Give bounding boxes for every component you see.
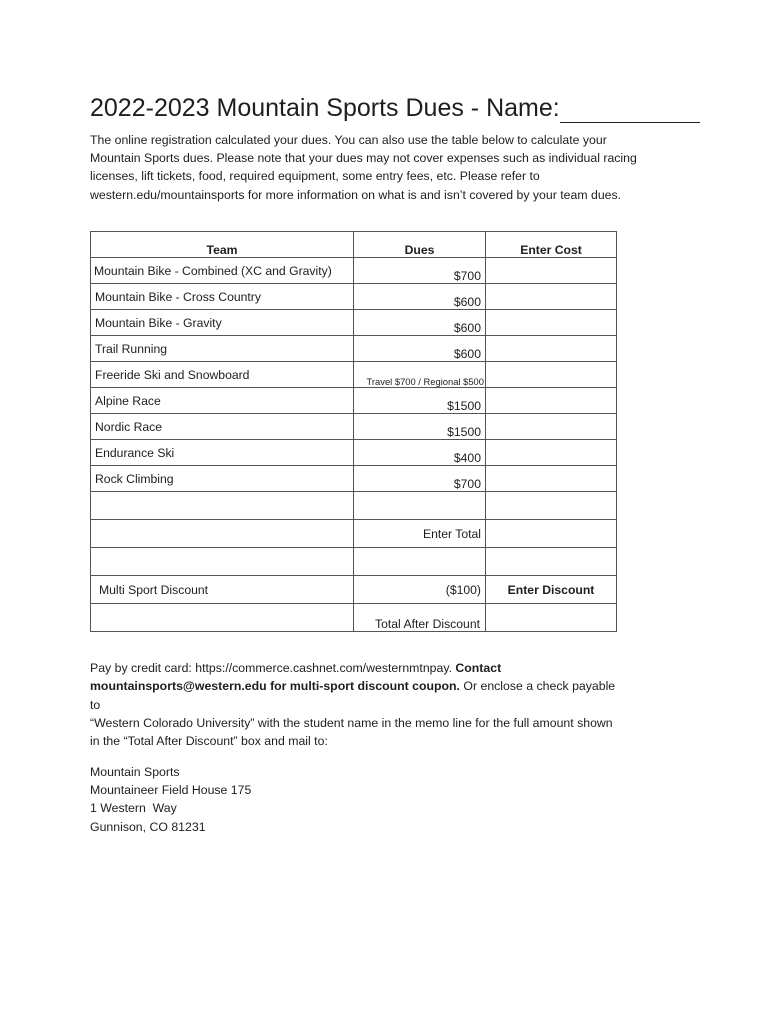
header-enter-cost: Enter Cost (486, 232, 617, 258)
blank-row (91, 492, 617, 520)
table-row (91, 414, 617, 440)
address-line: 1 Western Way (90, 801, 177, 816)
address-line: Mountain Sports (90, 765, 180, 779)
total-after-discount-label: Total After Discount (354, 604, 486, 632)
enter-cost-cell[interactable] (486, 258, 617, 284)
enter-cost-cell[interactable] (486, 388, 617, 414)
payment-text-mail: “Western Colorado University” with the student name in the memo line for the full amount shown in the “Total After Discount” box and mail to: (90, 715, 613, 749)
enter-cost-cell[interactable] (486, 362, 617, 388)
enter-cost-cell[interactable] (486, 414, 617, 440)
team-dues: Travel $700 / Regional $500 (354, 362, 486, 388)
multi-sport-discount-label: Multi Sport Discount (91, 576, 354, 604)
team-dues: $1500 (354, 388, 486, 414)
discount-row (91, 576, 617, 604)
enter-total-label: Enter Total (354, 520, 486, 548)
table-row (91, 310, 617, 336)
team-name: Endurance Ski (91, 440, 354, 466)
team-dues: $700 (354, 258, 486, 284)
team-name: Rock Climbing (91, 466, 354, 492)
table-row (91, 388, 617, 414)
total-after-discount-box[interactable] (486, 604, 617, 632)
table-row (91, 284, 617, 310)
payment-text-rest: Or enclose a check payable to (90, 679, 616, 712)
table-row (91, 258, 617, 284)
table-row (91, 466, 617, 492)
enter-cost-cell[interactable] (486, 440, 617, 466)
team-name: Mountain Bike - Combined (XC and Gravity) (91, 258, 354, 284)
name-blank-line[interactable] (560, 96, 700, 123)
discount-coupon-contact: Contact mountainsports@western.edu for multi-sport discount coupon. (90, 661, 502, 694)
team-name: Mountain Bike - Cross Country (91, 284, 354, 310)
enter-cost-cell[interactable] (486, 466, 617, 492)
team-name: Mountain Bike - Gravity (91, 310, 354, 336)
table-row (91, 336, 617, 362)
dues-table (90, 231, 617, 632)
address-line: Mountaineer Field House 175 (90, 783, 252, 798)
intro-paragraph: The online registration calculated your dues. You can also use the table below to calculate your Mountain Sports dues. Please note that your dues may not cover expenses such as individual racing licenses, lift tickets, food, required equipment, some entry fees, etc. Please refer to western.edu/mountainsports for more information on what is and isn’t covered by your team dues. (90, 133, 637, 202)
form-title (90, 94, 700, 123)
final-total-row (91, 604, 617, 632)
blank-row (91, 548, 617, 576)
table-row (91, 362, 617, 388)
table-row (91, 440, 617, 466)
table-header-row (91, 232, 617, 258)
team-dues: $700 (354, 466, 486, 492)
team-dues: $400 (354, 440, 486, 466)
enter-discount-label: Enter Discount (486, 576, 617, 604)
team-dues: $600 (354, 336, 486, 362)
discount-amount: ($100) (354, 576, 486, 604)
team-dues: $600 (354, 310, 486, 336)
mailing-address (90, 763, 251, 836)
team-dues: $600 (354, 284, 486, 310)
enter-cost-cell[interactable] (486, 284, 617, 310)
team-name: Trail Running (91, 336, 354, 362)
header-dues: Dues (354, 232, 486, 258)
blank-entry-cell[interactable] (486, 492, 617, 520)
payment-instructions (90, 659, 620, 750)
header-team: Team (91, 232, 354, 258)
team-name: Freeride Ski and Snowboard (91, 362, 354, 388)
team-name: Alpine Race (91, 388, 354, 414)
total-row (91, 520, 617, 548)
team-name: Nordic Race (91, 414, 354, 440)
team-dues: $1500 (354, 414, 486, 440)
payment-text-start: Pay by credit card: https://commerce.cashnet.com/westernmtnpay. (90, 661, 456, 675)
enter-cost-cell[interactable] (486, 310, 617, 336)
form-title-text: 2022-2023 Mountain Sports Dues - Name: (90, 94, 560, 122)
total-entry-cell[interactable] (486, 520, 617, 548)
address-line: Gunnison, CO 81231 (90, 819, 206, 834)
enter-cost-cell[interactable] (486, 336, 617, 362)
